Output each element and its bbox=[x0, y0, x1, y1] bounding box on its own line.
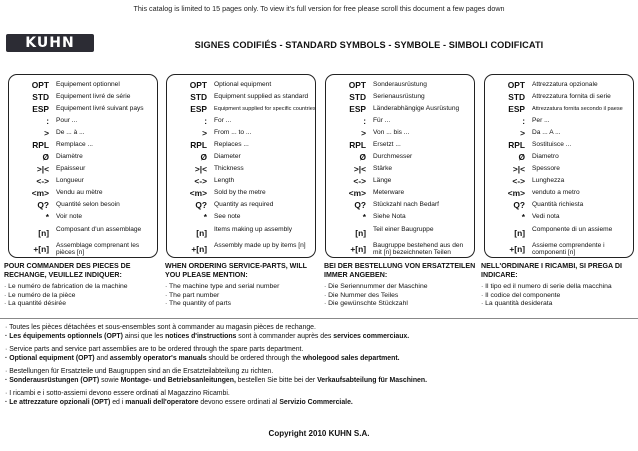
symbol-code: > bbox=[361, 128, 366, 138]
symbol-code: <-> bbox=[512, 176, 525, 186]
symbol-row bbox=[485, 139, 633, 151]
symbol-code: >|< bbox=[194, 164, 207, 174]
symbol-panel bbox=[8, 74, 158, 258]
symbol-description: Equipement optionnel bbox=[56, 81, 120, 88]
symbol-row bbox=[326, 163, 474, 175]
note-fr-2e: services commerciaux. bbox=[333, 333, 410, 340]
order-instructions-item: · Il tipo ed il numero di serie della macchina bbox=[481, 283, 612, 290]
symbol-row bbox=[485, 91, 633, 103]
symbol-code: [n] bbox=[196, 228, 207, 238]
symbol-code: ESP bbox=[32, 104, 49, 114]
symbol-row bbox=[167, 211, 315, 223]
symbol-code: <m> bbox=[31, 188, 49, 198]
symbol-row bbox=[167, 79, 315, 91]
symbol-code: RPL bbox=[32, 140, 49, 150]
order-instructions-item: · Die Seriennummer der Maschine bbox=[324, 283, 428, 290]
symbol-description: Assembly made up by items [n] bbox=[214, 242, 306, 249]
symbol-row bbox=[9, 79, 157, 91]
symbol-row bbox=[326, 139, 474, 151]
symbol-code: * bbox=[362, 212, 366, 222]
note-it-2 bbox=[5, 399, 635, 408]
order-instructions-list bbox=[481, 283, 637, 309]
symbol-description: Length bbox=[214, 177, 235, 184]
order-instructions-heading: BEI DER BESTELLUNG VON ERSATZTEILEN IMMER ANGEBEN: bbox=[324, 262, 476, 279]
symbol-row bbox=[167, 127, 315, 139]
trial-notice: This catalog is limited to 15 pages only. To view it's full version for free please scroll this document a few pages down bbox=[133, 4, 505, 13]
symbol-panel bbox=[325, 74, 475, 258]
order-instructions-item: · Die Nummer des Teiles bbox=[324, 291, 399, 299]
symbol-description: venduto a metro bbox=[532, 189, 580, 196]
symbol-code: +[n] bbox=[509, 244, 525, 254]
symbol-code: <m> bbox=[348, 188, 366, 198]
order-instructions-item: · Le numéro de fabrication de la machine bbox=[4, 283, 128, 290]
symbol-code: >|< bbox=[353, 164, 366, 174]
divider bbox=[0, 318, 638, 319]
symbol-row bbox=[326, 211, 474, 223]
symbol-row bbox=[485, 79, 633, 91]
symbol-row bbox=[9, 211, 157, 223]
order-instructions-item: · The quantity of parts bbox=[165, 300, 231, 307]
symbol-description: From ... to ... bbox=[214, 129, 252, 136]
symbol-description: Equipment supplied for specific countries bbox=[214, 106, 316, 112]
symbol-description: Thickness bbox=[214, 165, 244, 172]
symbol-row bbox=[326, 127, 474, 139]
note-de-2e: Verkaufsabteilung für Maschinen. bbox=[317, 377, 427, 384]
order-instructions-list bbox=[4, 283, 160, 309]
symbol-code: OPT bbox=[507, 80, 525, 90]
symbol-description: Vedi nota bbox=[532, 213, 560, 220]
note-en-2 bbox=[5, 355, 635, 364]
symbol-panel bbox=[166, 74, 316, 258]
note-it-1: · I ricambi e i sotto-assiemi devono essere ordinati al Magazzino Ricambi. bbox=[5, 390, 230, 397]
note-en-2d: should be ordered through the bbox=[206, 355, 303, 362]
page-heading: SIGNES CODIFIÉS - STANDARD SYMBOLS - SYMBOLE - SIMBOLI CODIFICATI bbox=[194, 40, 544, 50]
symbol-code: Q? bbox=[513, 200, 525, 210]
order-instructions-item: · La quantità desiderata bbox=[481, 300, 553, 307]
note-en-2c: assembly operator's manuals bbox=[109, 355, 207, 362]
symbol-description: Quantity as required bbox=[214, 201, 274, 208]
note-fr-2b: ainsi que les bbox=[122, 333, 166, 340]
symbol-row bbox=[9, 187, 157, 199]
symbol-description: Diamètre bbox=[56, 153, 83, 160]
symbol-row bbox=[485, 239, 633, 259]
note-it-2d: devono essere ordinati al bbox=[198, 399, 280, 406]
symbol-description: Optional equipment bbox=[214, 81, 272, 88]
symbol-row bbox=[9, 175, 157, 187]
symbol-description: Vendu au mètre bbox=[56, 189, 103, 196]
symbol-row bbox=[485, 199, 633, 211]
note-en-2e: wholegood sales department. bbox=[302, 355, 400, 362]
symbol-description: Sold by the metre bbox=[214, 189, 266, 196]
symbol-code: STD bbox=[190, 92, 207, 102]
symbol-code: RPL bbox=[190, 140, 207, 150]
symbol-code: <m> bbox=[507, 188, 525, 198]
symbol-description: Per ... bbox=[532, 117, 550, 124]
symbol-description: Stärke bbox=[373, 165, 393, 172]
symbol-code: > bbox=[202, 128, 207, 138]
symbol-row bbox=[167, 187, 315, 199]
symbol-description: Baugruppe bestehend aus den mit [n] bezeichneten Teilen bbox=[373, 242, 464, 256]
symbol-description: Sostituisce ... bbox=[532, 141, 572, 148]
symbol-row bbox=[167, 239, 315, 259]
symbol-code: [n] bbox=[38, 228, 49, 238]
symbol-description: Diameter bbox=[214, 153, 241, 160]
order-instructions-list bbox=[324, 283, 480, 309]
symbol-row bbox=[167, 139, 315, 151]
symbol-description: Equipement livré suivant pays bbox=[56, 105, 144, 112]
symbol-row bbox=[9, 103, 157, 115]
symbol-description: De ... à ... bbox=[56, 129, 85, 136]
symbol-row bbox=[485, 115, 633, 127]
symbol-code: Ø bbox=[518, 152, 525, 162]
symbol-code: <m> bbox=[189, 188, 207, 198]
symbol-code: >|< bbox=[512, 164, 525, 174]
symbol-description: Siehe Nota bbox=[373, 213, 406, 220]
symbol-description: Items making up assembly bbox=[214, 226, 293, 233]
symbol-code: : bbox=[363, 116, 366, 126]
symbol-description: Länge bbox=[373, 177, 392, 184]
note-fr-1: · Toutes les pièces détachées et sous-ensembles sont à commander au magasin pièces de rechange. bbox=[5, 324, 316, 331]
symbol-description: Longueur bbox=[56, 177, 84, 184]
symbol-description: Stückzahl nach Bedarf bbox=[373, 201, 439, 208]
note-en-2a: · Optional equipment (OPT) bbox=[5, 355, 95, 362]
symbol-code: Ø bbox=[359, 152, 366, 162]
symbol-code: RPL bbox=[508, 140, 525, 150]
symbol-code: * bbox=[45, 212, 49, 222]
symbol-description: Assemblage comprenant les pièces [n] bbox=[56, 242, 140, 256]
symbol-row bbox=[9, 127, 157, 139]
symbol-row bbox=[326, 115, 474, 127]
symbol-row bbox=[485, 103, 633, 115]
symbol-row bbox=[326, 187, 474, 199]
symbol-description: Assieme comprendente i componenti [n] bbox=[532, 242, 605, 256]
symbol-row bbox=[9, 163, 157, 175]
symbol-row bbox=[326, 175, 474, 187]
note-de-2 bbox=[5, 377, 635, 386]
symbol-code: >|< bbox=[36, 164, 49, 174]
symbol-code: +[n] bbox=[191, 244, 207, 254]
symbol-description: Pour ... bbox=[56, 117, 78, 124]
symbol-description: Replaces ... bbox=[214, 141, 249, 148]
note-it-2b: ed i bbox=[110, 399, 126, 406]
symbol-code: ESP bbox=[508, 104, 525, 114]
note-it-2a: · Le attrezzature opzionali (OPT) bbox=[5, 399, 111, 406]
symbol-code: +[n] bbox=[33, 244, 49, 254]
symbol-row bbox=[326, 239, 474, 259]
symbol-code: <-> bbox=[353, 176, 366, 186]
symbol-description: Serienausrüstung bbox=[373, 93, 425, 100]
symbol-description: Meterware bbox=[373, 189, 405, 196]
note-fr-2c: notices d'instructions bbox=[165, 333, 237, 340]
symbol-code: [n] bbox=[355, 228, 366, 238]
symbol-description: Spessore bbox=[532, 165, 560, 172]
symbol-row bbox=[167, 163, 315, 175]
symbol-row bbox=[167, 199, 315, 211]
order-instructions-item: · The machine type and serial number bbox=[165, 283, 280, 290]
symbol-description: Attrezzatura opzionale bbox=[532, 81, 598, 88]
symbol-description: Da ... A ... bbox=[532, 129, 561, 136]
note-fr-2 bbox=[5, 333, 635, 342]
symbol-description: Composant d'un assemblage bbox=[56, 226, 142, 233]
symbol-description: Diametro bbox=[532, 153, 559, 160]
symbol-row bbox=[485, 127, 633, 139]
symbol-row bbox=[326, 91, 474, 103]
symbol-code: Ø bbox=[42, 152, 49, 162]
symbol-code: * bbox=[521, 212, 525, 222]
symbol-row bbox=[9, 151, 157, 163]
order-instructions-heading: WHEN ORDERING SERVICE-PARTS, WILL YOU PLEASE MENTION: bbox=[165, 262, 307, 279]
order-instructions-list bbox=[165, 283, 321, 309]
symbol-code: : bbox=[204, 116, 207, 126]
symbol-description: Quantità richiesta bbox=[532, 201, 584, 208]
symbol-description: Equipement livré de série bbox=[56, 93, 131, 100]
order-instructions-item: · The part number bbox=[165, 291, 220, 299]
order-instructions-item: · Il codice del componente bbox=[481, 291, 561, 299]
note-it-2e: Servizio Commerciale. bbox=[279, 399, 353, 406]
symbol-code: Q? bbox=[37, 200, 49, 210]
symbol-description: Lunghezza bbox=[532, 177, 565, 184]
symbol-code: OPT bbox=[31, 80, 49, 90]
symbol-row bbox=[167, 115, 315, 127]
symbol-description: Voir note bbox=[56, 213, 83, 220]
symbol-row bbox=[167, 175, 315, 187]
note-fr-2d: sont à commander auprès des bbox=[236, 333, 334, 340]
symbol-description: Für ... bbox=[373, 117, 391, 124]
symbol-code: OPT bbox=[348, 80, 366, 90]
symbol-code: STD bbox=[508, 92, 525, 102]
symbol-description: For ... bbox=[214, 117, 232, 124]
symbol-row bbox=[485, 151, 633, 163]
symbol-code: [n] bbox=[514, 228, 525, 238]
symbol-row bbox=[326, 103, 474, 115]
order-instructions-heading: POUR COMMANDER DES PIECES DE RECHANGE, VEUILLEZ INDIQUER: bbox=[4, 262, 131, 279]
symbol-description: Epaisseur bbox=[56, 165, 86, 172]
symbol-description: Sonderausrüstung bbox=[373, 81, 427, 88]
symbol-row bbox=[326, 151, 474, 163]
symbol-code: Ø bbox=[200, 152, 207, 162]
symbol-code: ESP bbox=[349, 104, 366, 114]
symbol-code: <-> bbox=[194, 176, 207, 186]
note-en-1: · Service parts and service part assemblies are to be ordered through the spare parts department. bbox=[5, 346, 304, 353]
symbol-row bbox=[167, 91, 315, 103]
symbol-description: Teil einer Baugruppe bbox=[373, 226, 434, 233]
symbol-code: : bbox=[522, 116, 525, 126]
symbol-code: > bbox=[44, 128, 49, 138]
symbol-code: +[n] bbox=[350, 244, 366, 254]
symbol-row bbox=[9, 239, 157, 259]
note-de-2a: · Sonderausrüstungen (OPT) bbox=[5, 377, 100, 384]
note-de-2b: sowie bbox=[99, 377, 121, 384]
order-instructions-item: · Le numéro de la pièce bbox=[4, 291, 76, 299]
symbol-row bbox=[326, 79, 474, 91]
symbol-description: Ersetzt ... bbox=[373, 141, 401, 148]
symbol-panel bbox=[484, 74, 634, 258]
note-de-1: · Bestellungen für Ersatzteile und Baugruppen sind an die Ersatzteilabteilung zu richten. bbox=[5, 368, 274, 375]
symbol-description: Durchmesser bbox=[373, 153, 413, 160]
symbol-code: <-> bbox=[36, 176, 49, 186]
symbol-description: Equipment supplied as standard bbox=[214, 93, 309, 100]
kuhn-logo bbox=[6, 34, 94, 52]
symbol-code: * bbox=[203, 212, 207, 222]
symbol-code: STD bbox=[32, 92, 49, 102]
symbol-description: Remplace ... bbox=[56, 141, 94, 148]
symbol-code: ESP bbox=[190, 104, 207, 114]
order-instructions-item: · Die gewünschte Stückzahl bbox=[324, 300, 408, 307]
symbol-code: Q? bbox=[354, 200, 366, 210]
symbol-description: Attrezzatura fornita secondo il paese bbox=[532, 106, 623, 112]
symbol-code: Q? bbox=[195, 200, 207, 210]
copyright: Copyright 2010 KUHN S.A. bbox=[268, 429, 370, 438]
symbol-code: RPL bbox=[349, 140, 366, 150]
order-instructions-item: · La quantité désirée bbox=[4, 300, 66, 307]
note-de-2c: Montage- und Betriebsanleitungen, bbox=[120, 377, 236, 384]
symbol-row bbox=[9, 115, 157, 127]
note-de-2d: bestellen Sie bitte bei der bbox=[235, 377, 318, 384]
symbol-row bbox=[9, 199, 157, 211]
symbol-row bbox=[485, 163, 633, 175]
symbol-description: See note bbox=[214, 213, 241, 220]
symbol-row bbox=[9, 91, 157, 103]
symbol-description: Attrezzatura fornita di serie bbox=[532, 93, 611, 100]
symbol-description: Länderabhängige Ausrüstung bbox=[373, 105, 460, 112]
symbol-description: Von ... bis ... bbox=[373, 129, 410, 136]
order-instructions-heading: NELL'ORDINARE I RICAMBI, SI PREGA DI INDICARE: bbox=[481, 262, 622, 279]
symbol-row bbox=[9, 139, 157, 151]
symbol-description: Componente di un assieme bbox=[532, 226, 613, 233]
symbol-row bbox=[326, 199, 474, 211]
symbol-row bbox=[485, 175, 633, 187]
symbol-row bbox=[167, 103, 315, 115]
symbol-code: > bbox=[520, 128, 525, 138]
symbol-code: OPT bbox=[189, 80, 207, 90]
symbol-code: STD bbox=[349, 92, 366, 102]
note-it-2c: manuali dell'operatore bbox=[125, 399, 199, 406]
symbol-code: : bbox=[46, 116, 49, 126]
symbol-description: Quantité selon besoin bbox=[56, 201, 120, 208]
note-en-2b: and bbox=[94, 355, 110, 362]
symbol-row bbox=[167, 151, 315, 163]
symbol-row bbox=[485, 211, 633, 223]
note-fr-2a: · Les équipements optionnels (OPT) bbox=[5, 333, 123, 340]
logo-text: KUHN bbox=[25, 35, 75, 51]
symbol-row bbox=[485, 187, 633, 199]
